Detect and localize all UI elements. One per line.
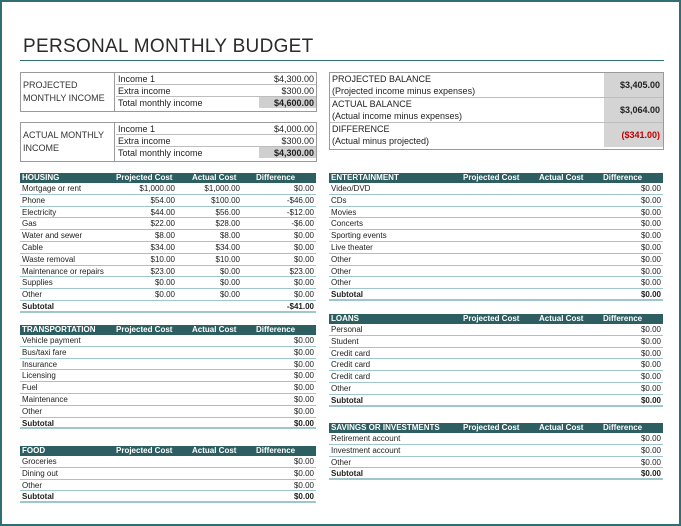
difference-value: $0.00: [640, 348, 661, 358]
actual-cost: $0.00: [219, 266, 240, 276]
item-label: Investment account: [331, 445, 401, 455]
table-row[interactable]: [20, 277, 316, 289]
item-label: Credit card: [331, 348, 371, 358]
difference-value: $0.00: [640, 231, 661, 241]
difference-value: -$41.00: [286, 301, 314, 311]
page-title: PERSONAL MONTHLY BUDGET: [23, 36, 314, 57]
difference-value: -$6.00: [291, 219, 314, 229]
difference-value: $0.00: [293, 480, 314, 490]
item-label: Credit card: [331, 360, 371, 370]
row-label: Total monthly income: [118, 98, 203, 108]
table-row[interactable]: [329, 277, 663, 289]
difference-value: $0.00: [293, 359, 314, 369]
difference-value: $0.00: [640, 360, 661, 370]
actual-cost: $56.00: [215, 207, 240, 217]
item-label: Subtotal: [331, 469, 363, 479]
row-label: Income 1: [118, 124, 156, 134]
savings-header: [329, 423, 663, 433]
actual-cost: $8.00: [219, 231, 240, 241]
item-label: Live theater: [331, 242, 373, 252]
difference-value: $0.00: [293, 371, 314, 381]
section-title: LOANS: [331, 314, 359, 323]
actual-cost: $0.00: [219, 278, 240, 288]
table-row[interactable]: [329, 266, 663, 278]
item-label: Cable: [22, 242, 43, 252]
difference-value: $0.00: [640, 325, 661, 334]
balance-value: $3,405.00: [619, 80, 660, 90]
col-projected: Projected Cost: [116, 446, 173, 455]
table-row[interactable]: [329, 336, 663, 348]
table-row[interactable]: [20, 207, 316, 219]
table-row[interactable]: [329, 383, 663, 395]
table-row[interactable]: [20, 266, 316, 278]
difference-value: $0.00: [293, 468, 314, 478]
table-row[interactable]: [329, 218, 663, 230]
balance-note: (Actual minus projected): [332, 136, 430, 146]
projected-cost: $34.00: [150, 242, 175, 252]
balance-box: [329, 72, 664, 150]
difference-value: $0.00: [640, 383, 661, 393]
difference-value: $0.00: [293, 492, 314, 502]
entertainment-header: [329, 173, 663, 183]
difference-value: $0.00: [640, 219, 661, 229]
difference-value: $0.00: [640, 372, 661, 382]
table-row[interactable]: [329, 254, 663, 266]
projected-balance-row[interactable]: [330, 73, 663, 98]
difference-value: $0.00: [640, 434, 661, 443]
table-row[interactable]: [329, 348, 663, 360]
difference-value: $0.00: [293, 394, 314, 404]
actual-total-row[interactable]: [116, 147, 316, 159]
item-label: Groceries: [22, 457, 57, 466]
transportation-header: [20, 325, 316, 335]
table-row[interactable]: [20, 468, 316, 480]
projected-extra-row[interactable]: [116, 85, 316, 97]
difference-value: $0.00: [640, 195, 661, 205]
difference-value: $0.00: [293, 418, 314, 428]
item-label: Concerts: [331, 219, 364, 229]
item-label: CDs: [331, 195, 347, 205]
section-title: FOOD: [22, 446, 46, 455]
actual-extra-row[interactable]: [116, 135, 316, 147]
col-actual: Actual Cost: [192, 446, 237, 455]
difference-value: $0.00: [640, 254, 661, 264]
item-label: Retirement account: [331, 434, 401, 443]
item-label: Waste removal: [22, 254, 76, 264]
savings-table: [329, 423, 663, 480]
table-row[interactable]: [329, 445, 663, 457]
row-label: Extra income: [118, 136, 171, 146]
row-value: $4,300.00: [273, 148, 314, 158]
section-title: TRANSPORTATION: [22, 325, 96, 334]
row-label: Extra income: [118, 86, 171, 96]
projected-total-row[interactable]: [116, 97, 316, 109]
actual-income-label: ACTUAL MONTHLY INCOME: [21, 123, 115, 161]
table-row[interactable]: [20, 230, 316, 242]
item-label: Other: [331, 254, 352, 264]
table-row[interactable]: [20, 218, 316, 230]
difference-value: $0.00: [293, 242, 314, 252]
item-label: Maintenance: [22, 394, 68, 404]
col-difference: Difference: [256, 173, 296, 182]
projected-cost: $10.00: [150, 254, 175, 264]
balance-value: ($341.00): [621, 130, 660, 140]
difference-value: -$46.00: [286, 195, 314, 205]
projected-cost: $8.00: [154, 231, 175, 241]
col-projected: Projected Cost: [116, 325, 173, 334]
item-label: Video/DVD: [331, 184, 371, 193]
entertainment-table: [329, 173, 663, 301]
actual-cost: $34.00: [215, 242, 240, 252]
item-label: Fuel: [22, 383, 38, 393]
table-row[interactable]: [20, 195, 316, 207]
item-label: Subtotal: [331, 395, 363, 405]
actual-cost: $1,000.00: [204, 184, 240, 193]
item-label: Other: [22, 290, 43, 300]
difference-value: $0.00: [640, 395, 661, 405]
subtotal-row[interactable]: [329, 289, 663, 301]
table-row[interactable]: [20, 183, 316, 195]
table-row[interactable]: [329, 230, 663, 242]
difference-value: -$12.00: [286, 207, 314, 217]
table-row[interactable]: [20, 370, 316, 382]
actual-cost: $10.00: [215, 254, 240, 264]
balance-note: (Projected income minus expenses): [332, 86, 476, 96]
difference-value: $0.00: [640, 207, 661, 217]
difference-value: $0.00: [640, 290, 661, 300]
item-label: Movies: [331, 207, 357, 217]
table-row[interactable]: [329, 242, 663, 254]
difference-value: $0.00: [293, 278, 314, 288]
item-label: Subtotal: [331, 290, 363, 300]
table-row[interactable]: [20, 456, 316, 468]
col-projected: Projected Cost: [463, 314, 520, 323]
col-actual: Actual Cost: [192, 173, 237, 182]
table-row[interactable]: [20, 347, 316, 359]
item-label: Other: [22, 480, 43, 490]
item-label: Maintenance or repairs: [22, 266, 104, 276]
projected-cost: $0.00: [154, 290, 175, 300]
housing-table: [20, 173, 316, 313]
row-label: Total monthly income: [118, 148, 203, 158]
item-label: Other: [331, 383, 352, 393]
projected-income-row[interactable]: [116, 73, 316, 85]
difference-value: $0.00: [640, 336, 661, 346]
difference-value: $0.00: [293, 231, 314, 241]
subtotal-row[interactable]: [20, 418, 316, 430]
table-row[interactable]: [329, 359, 663, 371]
item-label: Bus/taxi fare: [22, 347, 67, 357]
transportation-table: [20, 325, 316, 429]
item-label: Insurance: [22, 359, 58, 369]
subtotal-row[interactable]: [20, 301, 316, 313]
col-actual: Actual Cost: [539, 423, 584, 432]
item-label: Subtotal: [22, 418, 54, 428]
item-label: Licensing: [22, 371, 56, 381]
balance-note: (Actual income minus expenses): [332, 111, 463, 121]
table-row[interactable]: [20, 359, 316, 371]
actual-cost: $100.00: [211, 195, 240, 205]
table-row[interactable]: [20, 254, 316, 266]
balance-value: $3,064.00: [619, 105, 660, 115]
item-label: Phone: [22, 195, 46, 205]
table-row[interactable]: [20, 242, 316, 254]
actual-income-row[interactable]: [116, 123, 316, 135]
table-row[interactable]: [20, 382, 316, 394]
item-label: Credit card: [331, 372, 371, 382]
table-row[interactable]: [20, 335, 316, 347]
actual-cost: $0.00: [219, 290, 240, 300]
difference-value: $0.00: [293, 336, 314, 345]
table-row[interactable]: [20, 289, 316, 301]
section-title: HOUSING: [22, 173, 60, 182]
food-header: [20, 446, 316, 456]
row-label: Income 1: [118, 74, 156, 84]
item-label: Water and sewer: [22, 231, 83, 241]
subtotal-row[interactable]: [329, 395, 663, 407]
section-title: SAVINGS OR INVESTMENTS: [331, 423, 440, 432]
item-label: Electricity: [22, 207, 57, 217]
row-value: $4,000.00: [273, 124, 314, 134]
projected-cost: $54.00: [150, 195, 175, 205]
difference-value: $0.00: [640, 457, 661, 467]
col-difference: Difference: [256, 446, 296, 455]
difference-value: $0.00: [640, 469, 661, 479]
difference-value: $0.00: [293, 347, 314, 357]
difference-value: $0.00: [640, 266, 661, 276]
item-label: Other: [331, 278, 352, 288]
table-row[interactable]: [20, 406, 316, 418]
row-value: $4,600.00: [273, 98, 314, 108]
item-label: Other: [22, 406, 43, 416]
row-value: $300.00: [281, 86, 314, 96]
table-row[interactable]: [329, 371, 663, 383]
difference-value: $0.00: [293, 406, 314, 416]
projected-cost: $44.00: [150, 207, 175, 217]
section-title: ENTERTAINMENT: [331, 173, 399, 182]
projected-income-box: [20, 72, 317, 112]
difference-value: $0.00: [293, 254, 314, 264]
housing-header: [20, 173, 316, 183]
subtotal-row[interactable]: [20, 491, 316, 503]
loans-table: [329, 314, 663, 407]
actual-cost: $28.00: [215, 219, 240, 229]
col-difference: Difference: [603, 423, 643, 432]
item-label: Personal: [331, 325, 363, 334]
col-projected: Projected Cost: [463, 173, 520, 182]
col-projected: Projected Cost: [116, 173, 173, 182]
item-label: Sporting events: [331, 231, 387, 241]
actual-balance-row[interactable]: [330, 98, 663, 123]
col-projected: Projected Cost: [463, 423, 520, 432]
actual-income-box: [20, 122, 317, 162]
loans-header: [329, 314, 663, 324]
projected-cost: $1,000.00: [139, 184, 175, 193]
item-label: Other: [331, 266, 352, 276]
item-label: Student: [331, 336, 359, 346]
subtotal-row[interactable]: [329, 468, 663, 480]
item-label: Gas: [22, 219, 37, 229]
col-actual: Actual Cost: [192, 325, 237, 334]
difference-value: $23.00: [289, 266, 314, 276]
row-value: $4,300.00: [273, 74, 314, 84]
table-row[interactable]: [329, 183, 663, 195]
balance-label: ACTUAL BALANCE: [332, 99, 412, 109]
col-actual: Actual Cost: [539, 314, 584, 323]
item-label: Vehicle payment: [22, 336, 81, 345]
difference-row[interactable]: [330, 123, 663, 148]
difference-value: $0.00: [640, 445, 661, 455]
balance-label: DIFFERENCE: [332, 124, 390, 134]
projected-income-label: PROJECTED MONTHLY INCOME: [21, 73, 115, 111]
col-actual: Actual Cost: [539, 173, 584, 182]
table-row[interactable]: [329, 457, 663, 469]
table-row[interactable]: [20, 480, 316, 492]
col-difference: Difference: [256, 325, 296, 334]
item-label: Supplies: [22, 278, 53, 288]
item-label: Subtotal: [22, 301, 54, 311]
table-row[interactable]: [329, 195, 663, 207]
food-table: [20, 446, 316, 503]
item-label: Subtotal: [22, 492, 54, 502]
balance-label: PROJECTED BALANCE: [332, 74, 432, 84]
difference-value: $0.00: [640, 184, 661, 193]
difference-value: $0.00: [293, 184, 314, 193]
item-label: Dining out: [22, 468, 59, 478]
col-difference: Difference: [603, 173, 643, 182]
difference-value: $0.00: [293, 383, 314, 393]
table-row[interactable]: [329, 207, 663, 219]
difference-value: $0.00: [293, 290, 314, 300]
projected-cost: $23.00: [150, 266, 175, 276]
col-difference: Difference: [603, 314, 643, 323]
projected-cost: $0.00: [154, 278, 175, 288]
table-row[interactable]: [329, 433, 663, 445]
row-value: $300.00: [281, 136, 314, 146]
item-label: Other: [331, 457, 352, 467]
difference-value: $0.00: [640, 278, 661, 288]
table-row[interactable]: [20, 394, 316, 406]
item-label: Mortgage or rent: [22, 184, 82, 193]
difference-value: $0.00: [640, 242, 661, 252]
difference-value: $0.00: [293, 457, 314, 466]
projected-cost: $22.00: [150, 219, 175, 229]
title-underline: [20, 60, 664, 61]
table-row[interactable]: [329, 324, 663, 336]
